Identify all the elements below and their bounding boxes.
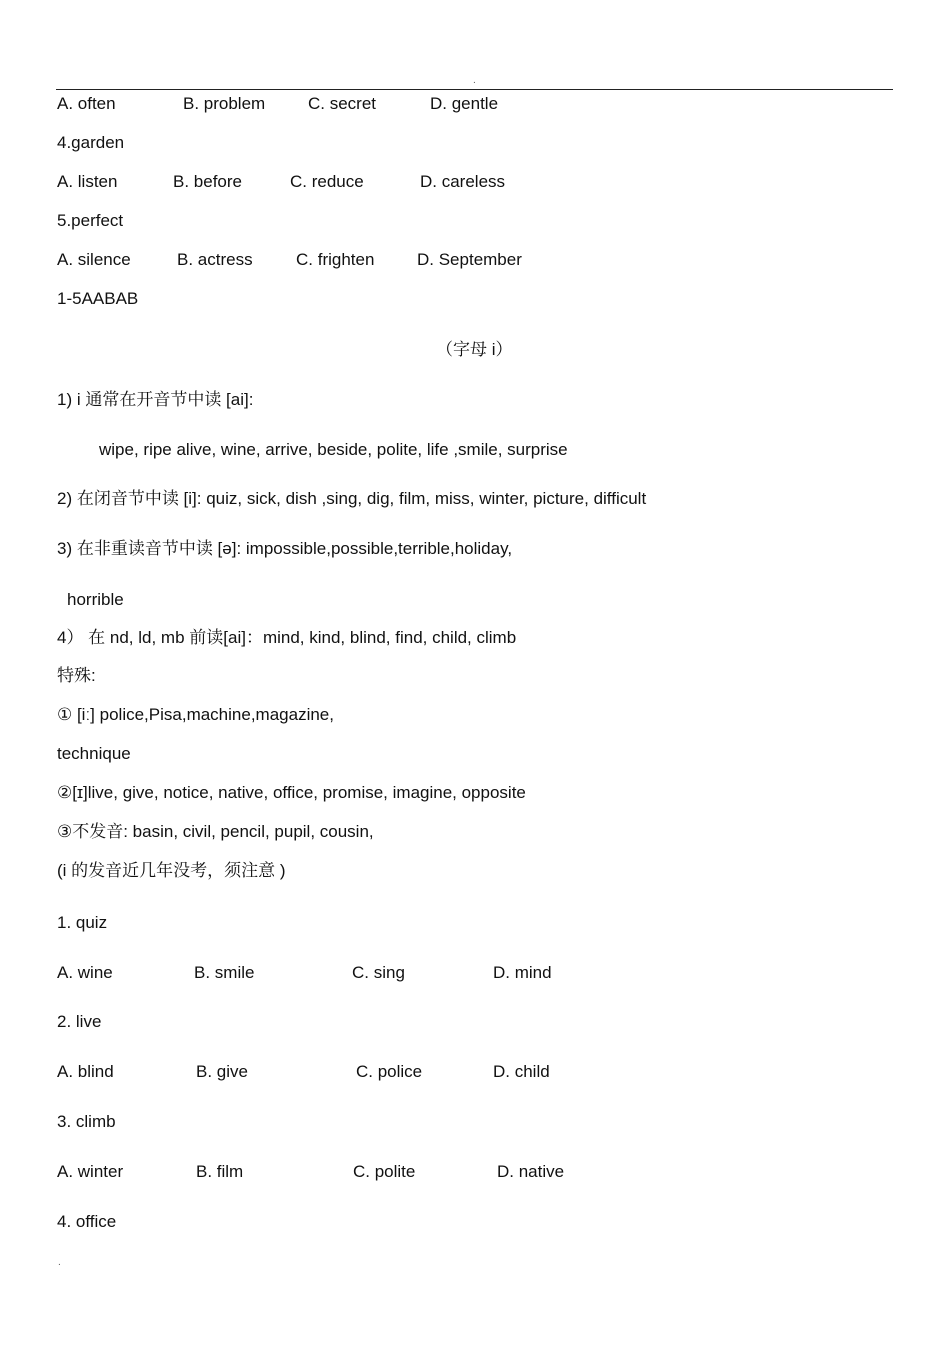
practice-3-option-a: A. winter [57, 1162, 124, 1181]
q3-option-a: A. often [57, 94, 116, 113]
header-dot: . [473, 75, 476, 86]
q3-option-b: B. problem [183, 94, 266, 113]
practice-1-option-d: D. mind [493, 963, 552, 982]
footer-dot: . [58, 1257, 61, 1268]
practice-2-stem: 2. live [57, 1012, 102, 1031]
practice-3-option-c: C. polite [353, 1162, 416, 1181]
rule-1-heading: 1) i 通常在开音节中读 [ai]: [57, 390, 254, 409]
rule-1-examples: wipe, ripe alive, wine, arrive, beside, polite, life ,smile, surprise [99, 440, 568, 459]
practice-2-option-a: A. blind [57, 1062, 114, 1081]
q5-option-b: B. actress [177, 250, 253, 269]
special-2: ②[ɪ]live, give, notice, native, office, promise, imagine, opposite [57, 783, 526, 802]
q3-option-c: C. secret [308, 94, 377, 113]
q4-option-a: A. listen [57, 172, 118, 191]
q4-option-c: C. reduce [290, 172, 364, 191]
practice-1-option-c: C. sing [352, 963, 405, 982]
special-1-continued: technique [57, 744, 131, 763]
practice-2-option-c: C. police [356, 1062, 423, 1081]
special-3: ③不发音: basin, civil, pencil, pupil, cousin, [57, 822, 374, 841]
q4-option-b: B. before [173, 172, 242, 191]
rule-4: 4） 在 nd, ld, mb 前读[ai]：mind, kind, blind, find, child, climb [57, 628, 517, 647]
header-rule [56, 89, 893, 90]
special-1: ① [iː] police,Pisa,machine,magazine, [57, 705, 334, 724]
rule-2: 2) 在闭音节中读 [i]: quiz, sick, dish ,sing, dig, film, miss, winter, picture, difficult [57, 489, 647, 508]
rule-3-continued: horrible [67, 590, 124, 609]
note: (i 的发音近几年没考，须注意 ) [57, 861, 286, 880]
practice-3-stem: 3. climb [57, 1112, 116, 1131]
practice-1-option-a: A. wine [57, 963, 113, 982]
q5-option-a: A. silence [57, 250, 131, 269]
practice-4-stem: 4. office [57, 1212, 117, 1231]
practice-1-stem: 1. quiz [57, 913, 108, 932]
q4-option-d: D. careless [420, 172, 506, 191]
answer-key-1: 1-5AABAB [57, 289, 139, 308]
practice-3-option-d: D. native [497, 1162, 565, 1181]
section-title: （字母 i） [436, 340, 513, 359]
q5-option-d: D. September [417, 250, 522, 269]
q4-stem: 4.garden [57, 133, 125, 152]
practice-3-option-b: B. film [196, 1162, 244, 1181]
q5-option-c: C. frighten [296, 250, 375, 269]
q3-option-d: D. gentle [430, 94, 499, 113]
q5-stem: 5.perfect [57, 211, 124, 230]
rule-3: 3) 在非重读音节中读 [ə]: impossible,possible,terrible,holiday, [57, 539, 513, 558]
practice-2-option-b: B. give [196, 1062, 248, 1081]
practice-1-option-b: B. smile [194, 963, 255, 982]
practice-2-option-d: D. child [493, 1062, 550, 1081]
special-label: 特殊: [57, 666, 96, 685]
